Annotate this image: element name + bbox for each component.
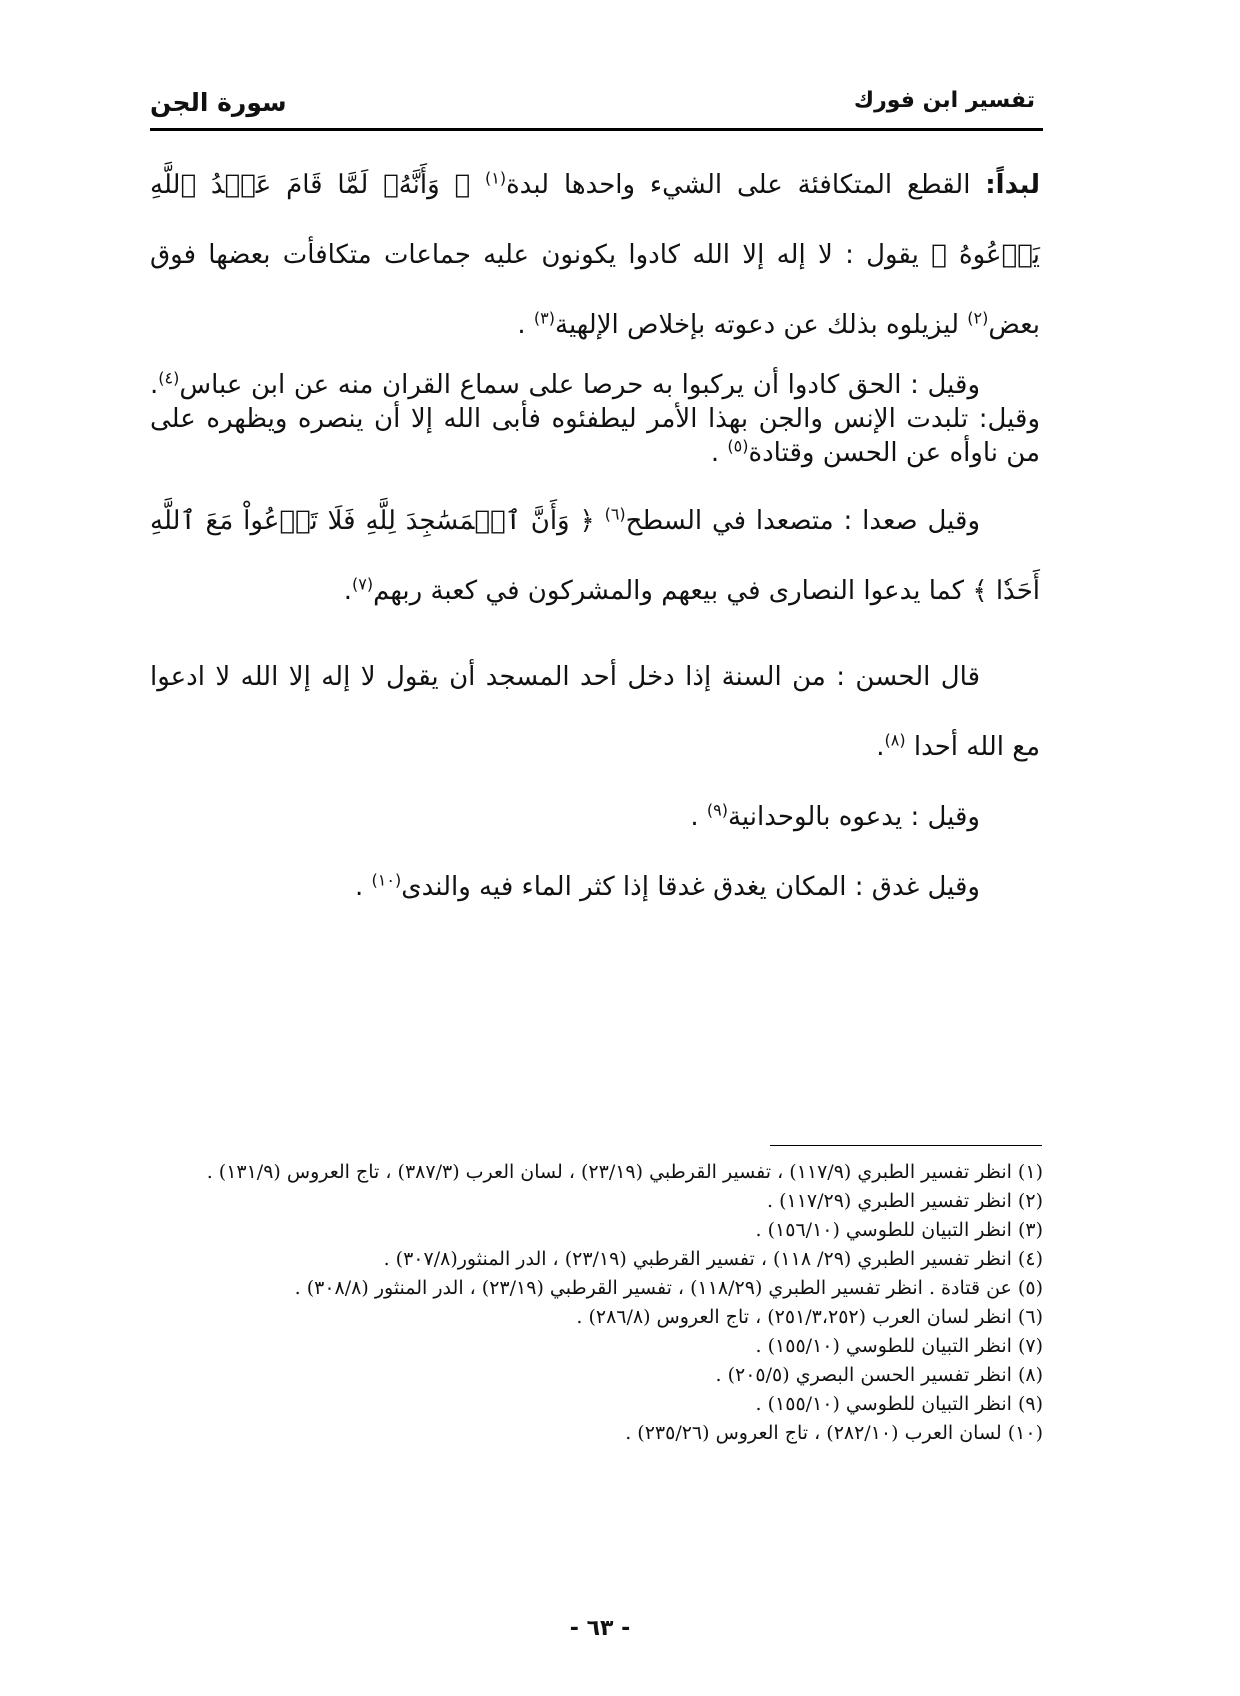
p2-text-1: وقيل : الحق كادوا أن يركبوا به حرصا على سماع القران منه عن ابن عباس bbox=[179, 370, 980, 400]
p2-end: . bbox=[710, 438, 728, 468]
p6-text-1: وقيل غدق : المكان يغدق غدقا إذا كثر الماء فيه والندى bbox=[401, 872, 980, 902]
footnote-ref-1: (١) bbox=[484, 168, 507, 188]
header-rule bbox=[150, 128, 1043, 131]
footnote-ref-2: (٢) bbox=[967, 308, 989, 328]
footnote-ref-3: (٣) bbox=[533, 308, 556, 328]
paragraph-3 bbox=[150, 486, 1040, 626]
footnote-ref-4: (٤) bbox=[158, 368, 180, 388]
p3-text-2: كما يدعوا النصارى في بيعهم والمشركون في كعبة ربهم bbox=[373, 576, 973, 606]
p1-text-1: القطع المتكافئة على الشيء واحدها لبدة bbox=[506, 170, 986, 200]
quran-verse-1: ﴿ وَأَنَّهُۥ لَمَّا قَامَ عَبۡدُ ٱللَّهِ يَدۡعُوهُ ﴾ bbox=[150, 170, 1040, 270]
footnote-separator bbox=[770, 1145, 1042, 1146]
paragraph-6 bbox=[150, 852, 1040, 922]
footnote-8: (٨) انظر تفسير الحسن البصري (٢٠٥/٥) . bbox=[715, 1364, 1043, 1386]
p1-text-3: ليزيلوه بذلك عن دعوته بإخلاص الإلهية bbox=[555, 310, 968, 340]
page-number: - ٦٣ - bbox=[569, 1616, 631, 1641]
footnote-ref-6: (٦) bbox=[604, 504, 626, 524]
footnote-ref-9: (٩) bbox=[706, 800, 728, 820]
p3-end: . bbox=[343, 576, 353, 606]
paragraph-2 bbox=[150, 368, 1040, 470]
p1-end: . bbox=[517, 310, 534, 340]
paragraph-4 bbox=[150, 642, 1040, 782]
surah-title: سورة الجن bbox=[150, 88, 287, 117]
p3-text-1: وقيل صعدا : متصعدا في السطح bbox=[625, 506, 980, 536]
paragraph-5 bbox=[150, 782, 1040, 852]
book-title: تفسير ابن فورك bbox=[853, 88, 1035, 113]
p1-text-2: يقول : لا إله إلا الله كادوا يكونون عليه جماعات متكافأت بعضها فوق بعض bbox=[150, 240, 1040, 340]
footnote-ref-7: (٧) bbox=[352, 574, 374, 594]
footnotes bbox=[150, 1158, 1043, 1448]
footnote-4: (٤) انظر تفسير الطبري (٢٩/ ١١٨) ، تفسير القرطبي (٢٣/١٩) ، الدر المنثور(٣٠٧/٨) . bbox=[383, 1248, 1043, 1270]
footnote-6: (٦) انظر لسان العرب (٢٥١/٣،٢٥٢) ، تاج العروس (٢٨٦/٨) . bbox=[576, 1306, 1043, 1328]
p5-text-1: وقيل : يدعوه بالوحدانية bbox=[727, 802, 980, 832]
lead-word: لبداً: bbox=[985, 170, 1040, 200]
running-header bbox=[150, 82, 1035, 122]
footnote-10: (١٠) لسان العرب (٢٨٢/١٠) ، تاج العروس (٢٣٥/٢٦) . bbox=[625, 1422, 1043, 1444]
p6-end: . bbox=[355, 872, 372, 902]
p2-text-2: . وقيل: تلبدت الإنس والجن بهذا الأمر ليطفئوه فأبى الله إلا أن ينصره ويظهره على من ناوأه عن الحسن وقتادة bbox=[150, 370, 1040, 468]
footnote-ref-10: (١٠) bbox=[371, 870, 402, 890]
footnote-ref-5: (٥) bbox=[727, 436, 749, 456]
footnote-3: (٣) انظر التبيان للطوسي (١٥٦/١٠) . bbox=[755, 1219, 1043, 1241]
p4-end: . bbox=[876, 732, 885, 762]
p4-text-1: قال الحسن : من السنة إذا دخل أحد المسجد أن يقول لا إله إلا الله لا ادعوا مع الله أحدا bbox=[150, 662, 1040, 762]
footnote-5: (٥) عن قتادة . انظر تفسير الطبري (١١٨/٢٩) ، تفسير القرطبي (٢٣/١٩) ، الدر المنثور (٣٠٨/٨) . bbox=[294, 1277, 1043, 1299]
footnote-7: (٧) انظر التبيان للطوسي (١٥٥/١٠) . bbox=[755, 1335, 1043, 1357]
footnote-9: (٩) انظر التبيان للطوسي (١٥٥/١٠) . bbox=[755, 1393, 1043, 1415]
footnote-1: (١) انظر تفسير الطبري (١١٧/٩) ، تفسير القرطبي (٢٣/١٩) ، لسان العرب (٣٨٧/٣) ، تاج العروس (١٣١/٩) . bbox=[206, 1161, 1043, 1183]
footnote-2: (٢) انظر تفسير الطبري (١١٧/٢٩) . bbox=[766, 1190, 1043, 1212]
quran-verse-2: ﴿ وَأَنَّ ٱلۡمَسَٰجِدَ لِلَّهِ فَلَا تَدۡعُواْ مَعَ ٱللَّهِ أَحَدٗا ﴾ bbox=[150, 506, 1040, 606]
main-text bbox=[150, 150, 1040, 922]
paragraph-1 bbox=[150, 150, 1040, 360]
p5-end: . bbox=[690, 802, 707, 832]
footnote-ref-8: (٨) bbox=[884, 730, 906, 750]
